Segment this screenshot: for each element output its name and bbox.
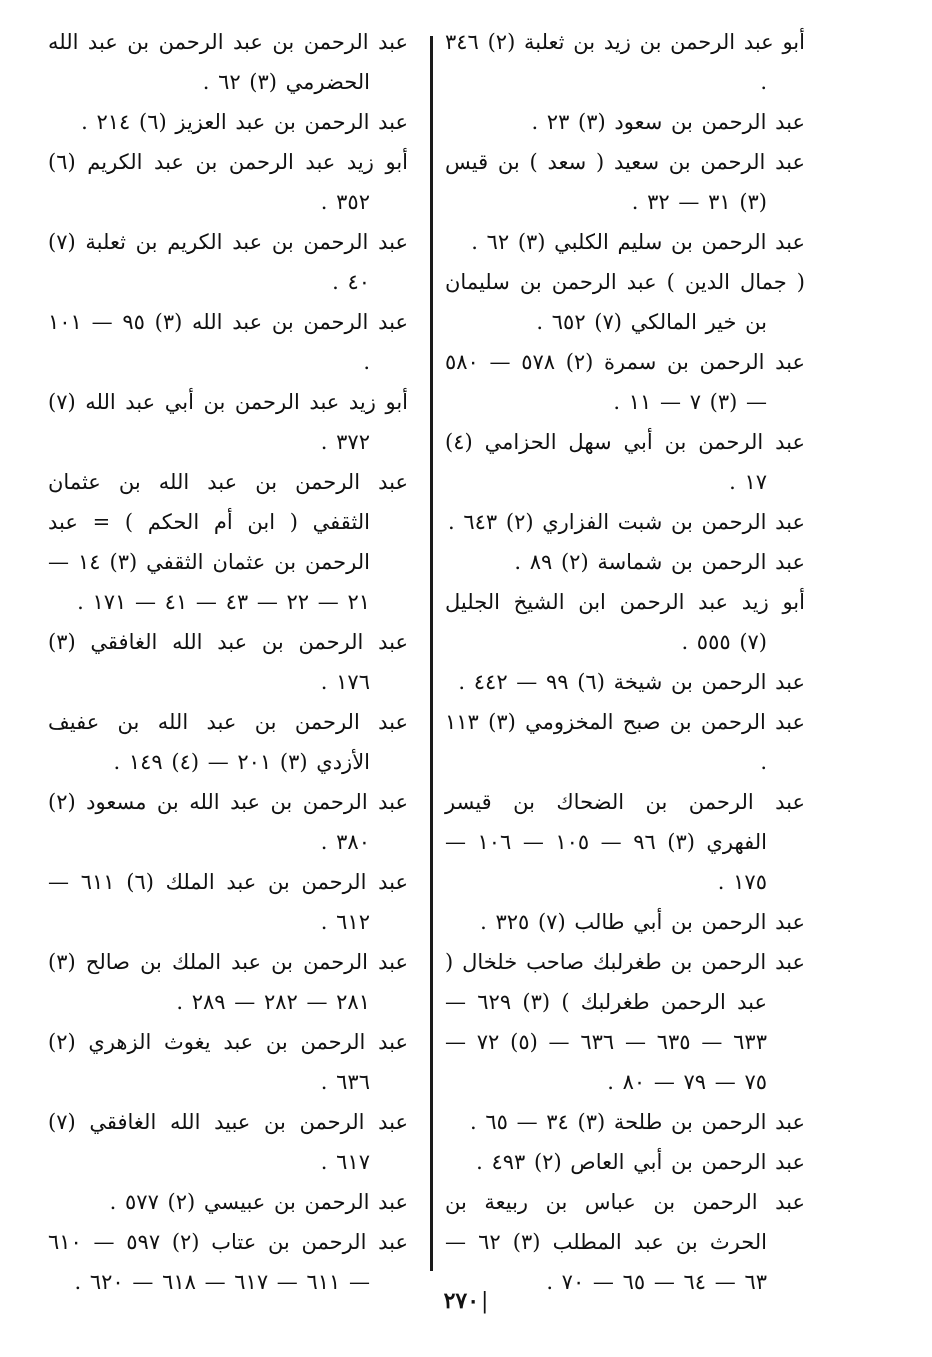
index-entry: ( جمال الدين ) عبد الرحمن بن سليمان بن خير المالكي (٧) ٦٥٢ . [445,270,805,334]
index-entry: عبد الرحمن بن أبي سهل الحزامي (٤) ١٧ . [445,430,805,494]
index-entry: عبد الرحمن بن عبد الله بن مسعود (٢) ٣٨٠ . [48,790,408,854]
index-entry: عبد الرحمن بن شيخة (٦) ٩٩ — ٤٤٢ . [458,670,805,694]
index-entry: عبد الرحمن بن عبد الله (٣) ٩٥ — ١٠١ . [48,310,408,374]
index-entry: أبو زيد عبد الرحمن بن أبي عبد الله (٧) ٣٧٢ . [48,390,408,454]
index-entry: أبو عبد الرحمن بن زيد بن ثعلبة (٢) ٣٤٦ . [445,30,805,94]
right-column [445,22,805,1302]
index-entry: عبد الرحمن بن عبد يغوث الزهري (٢) ٦٣٦ . [48,1030,408,1094]
index-entry: عبد الرحمن بن طلحة (٣) ٣٤ — ٦٥ . [469,1110,805,1134]
index-entry: عبد الرحمن بن شماسة (٢) ٨٩ . [514,550,805,574]
index-entry: عبد الرحمن بن شبت الفزاري (٢) ٦٤٣ . [448,510,805,534]
left-column [48,22,408,1302]
column-divider [430,36,433,1271]
page-number-value: ٢٧٠ [443,1288,480,1314]
index-entry: عبد الرحمن بن عبد الكريم بن ثعلبة (٧) ٤٠ . [48,230,408,294]
index-entry: عبد الرحمن بن عبد الملك بن صالح (٣) ٢٨١ — ٢٨٢ — ٢٨٩ . [48,950,408,1014]
index-entry: عبد الرحمن بن عتاب (٢) ٥٩٧ — ٦١٠ — ٦١١ — ٦١٧ — ٦١٨ — ٦٢٠ . [48,1230,408,1294]
index-entry: عبد الرحمن بن طغرلبك صاحب خلخال ( عبد الرحمن طغرلبك ) (٣) ٦٢٩ — ٦٣٣ — ٦٣٥ — ٦٣٦ — (٥) ٧٢ — ٧٥ — ٧٩ — ٨٠ . [445,950,805,1094]
index-entry: عبد الرحمن بن عبد الملك (٦) ٦١١ — ٦١٢ . [48,870,408,934]
index-entry: عبد الرحمن بن أبي العاص (٢) ٤٩٣ . [476,1150,805,1174]
page-number [0,1288,932,1314]
index-entry: عبد الرحمن بن عبد الله بن عفيف الأزدي (٣) ٢٠١ — (٤) ١٤٩ . [48,710,408,774]
index-entry: عبد الرحمن بن عبيسي (٢) ٥٧٧ . [109,1190,408,1214]
index-entry: عبد الرحمن بن سعيد ( سعد ) بن قيس (٣) ٣١ — ٣٢ . [445,150,805,214]
index-entry: عبد الرحمن بن سمرة (٢) ٥٧٨ — ٥٨٠ — (٣) ٧ — ١١ . [445,350,805,414]
index-entry: عبد الرحمن بن صبح المخزومي (٣) ١١٣ . [445,710,805,774]
index-entry: عبد الرحمن بن عبد الله بن عثمان الثقفي ( ابن أم الحكم ) = عبد الرحمن بن عثمان الثقفي (٣) ١٤ — ٢١ — ٢٢ — ٤٣ — ٤١ — ١٧١ . [48,470,408,614]
index-entry: عبد الرحمن بن عباس بن ربيعة بن الحرث بن عبد المطلب (٣) ٦٢ — ٦٣ — ٦٤ — ٦٥ — ٧٠ . [445,1190,805,1294]
index-entry: عبد الرحمن بن الضحاك بن قيسر الفهري (٣) ٩٦ — ١٠٥ — ١٠٦ — ١٧٥ . [445,790,805,894]
index-entry: عبد الرحمن بن أبي طالب (٧) ٣٢٥ . [480,910,805,934]
index-entry: عبد الرحمن بن سليم الكلبي (٣) ٦٢ . [471,230,805,254]
index-entry: عبد الرحمن بن سعود (٣) ٢٣ . [531,110,805,134]
page-number-bar: | [481,1289,489,1314]
index-entry: عبد الرحمن بن عبد العزيز (٦) ٢١٤ . [81,110,408,134]
index-entry: أبو زيد عبد الرحمن بن عبد الكريم (٦) ٣٥٢ . [48,150,408,214]
index-entry: عبد الرحمن بن عبد الله الغافقي (٣) ١٧٦ . [48,630,408,694]
index-entry: عبد الرحمن بن عبيد الله الغافقي (٧) ٦١٧ . [48,1110,408,1174]
index-entry: أبو زيد عبد الرحمن ابن الشيخ الجليل (٧) ٥٥٥ . [445,590,805,654]
index-entry: عبد الرحمن بن عبد الرحمن بن عبد الله الحضرمي (٣) ٦٢ . [48,30,408,94]
